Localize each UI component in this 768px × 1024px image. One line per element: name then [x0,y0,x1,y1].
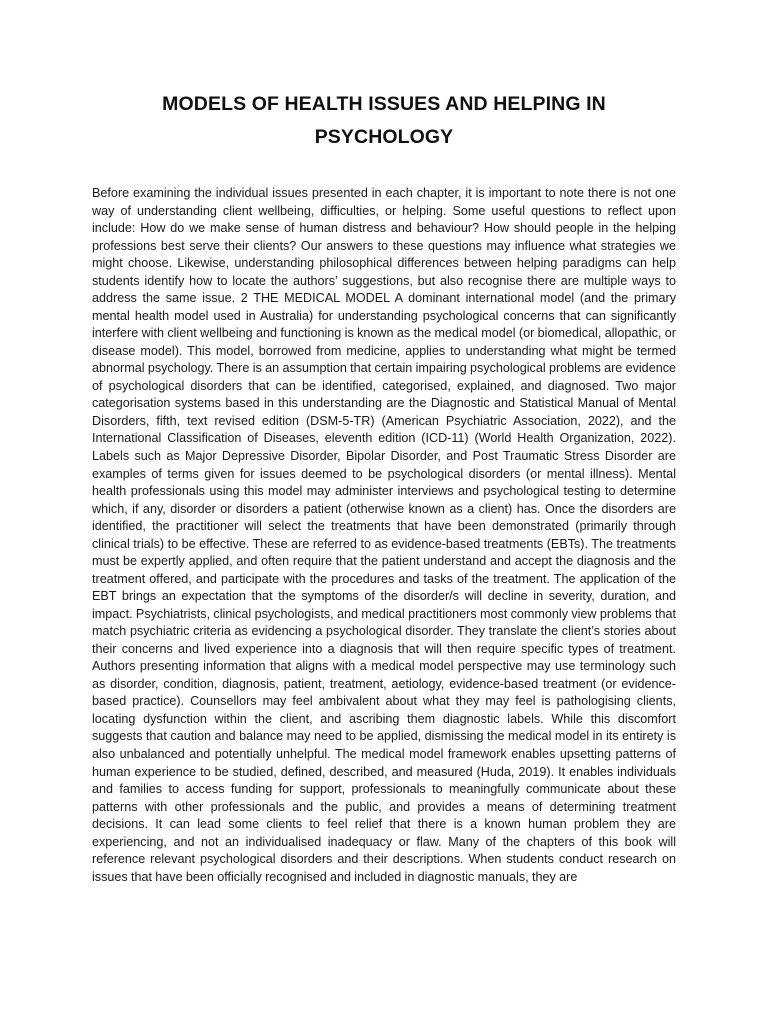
body-paragraph: Before examining the individual issues presented in each chapter, it is important to note there is not one way of understanding client wellbeing, difficulties, or helping. Some useful questions to reflect upon include: How do we make sense of human distress and behaviour? How should people in the helping professions best serve their clients? Our answers to these questions may influence what strategies we might choose. Likewise, understanding philosophical differences between helping paradigms can help students identify how to locate the authors’ suggestions, but also recognise there are multiple ways to address the same issue. 2 THE MEDICAL MODEL A dominant international model (and the primary mental health model used in Australia) for understanding psychological concerns that can significantly interfere with client wellbeing and functioning is known as the medical model (or biomedical, allopathic, or disease model). This model, borrowed from medicine, applies to understanding what might be termed abnormal psychology. There is an assumption that certain impairing psychological problems are evidence of psychological disorders that can be identified, categorised, explained, and diagnosed. Two major categorisation systems based in this understanding are the Diagnostic and Statistical Manual of Mental Disorders, fifth, text revised edition (DSM-5-TR) (American Psychiatric Association, 2022), and the International Classification of Diseases, eleventh edition (ICD-11) (World Health Organization, 2022). Labels such as Major Depressive Disorder, Bipolar Disorder, and Post Traumatic Stress Disorder are examples of terms given for issues deemed to be psychological disorders (or mental illness). Mental health professionals using this model may administer interviews and psychological testing to determine which, if any, disorder or disorders a patient (otherwise known as a client) has. Once the disorders are identified, the practitioner will select the treatments that have been demonstrated (primarily through clinical trials) to be effective. These are referred to as evidence-based treatments (EBTs). The treatments must be expertly applied, and often require that the patient understand and accept the diagnosis and the treatment offered, and participate with the procedures and tasks of the treatment. The application of the EBT brings an expectation that the symptoms of the disorder/s will decline in severity, duration, and impact. Psychiatrists, clinical psychologists, and medical practitioners most commonly view problems that match psychiatric criteria as evidencing a psychological disorder. They translate the client’s stories about their concerns and lived experience into a diagnosis that will then require specific types of treatment. Authors presenting information that aligns with a medical model perspective may use terminology such as disorder, condition, diagnosis, patient, treatment, aetiology, evidence-based treatment (or evidence-based practice). Counsellors may feel ambivalent about what they may feel is pathologising clients, locating dysfunction within the client, and ascribing them diagnostic labels. While this discomfort suggests that caution and balance may need to be applied, dismissing the medical model in its entirety is also unbalanced and potentially unhelpful. The medical model framework enables upsetting patterns of human experience to be studied, defined, described, and measured (Huda, 2019). It enables individuals and families to access funding for support, professionals to meaningfully communicate about these patterns with other professionals and the public, and provides a means of determining treatment decisions. It can lead some clients to feel relief that there is a known human problem they are experiencing, and not an individualised inadequacy or flaw. Many of the chapters of this book will reference relevant psychological disorders and their descriptions. When students conduct research on issues that have been officially recognised and included in diagnostic manuals, they are [92,186,676,884]
page-title: MODELS OF HEALTH ISSUES AND HELPING IN PSYCHOLOGY [162,93,606,148]
